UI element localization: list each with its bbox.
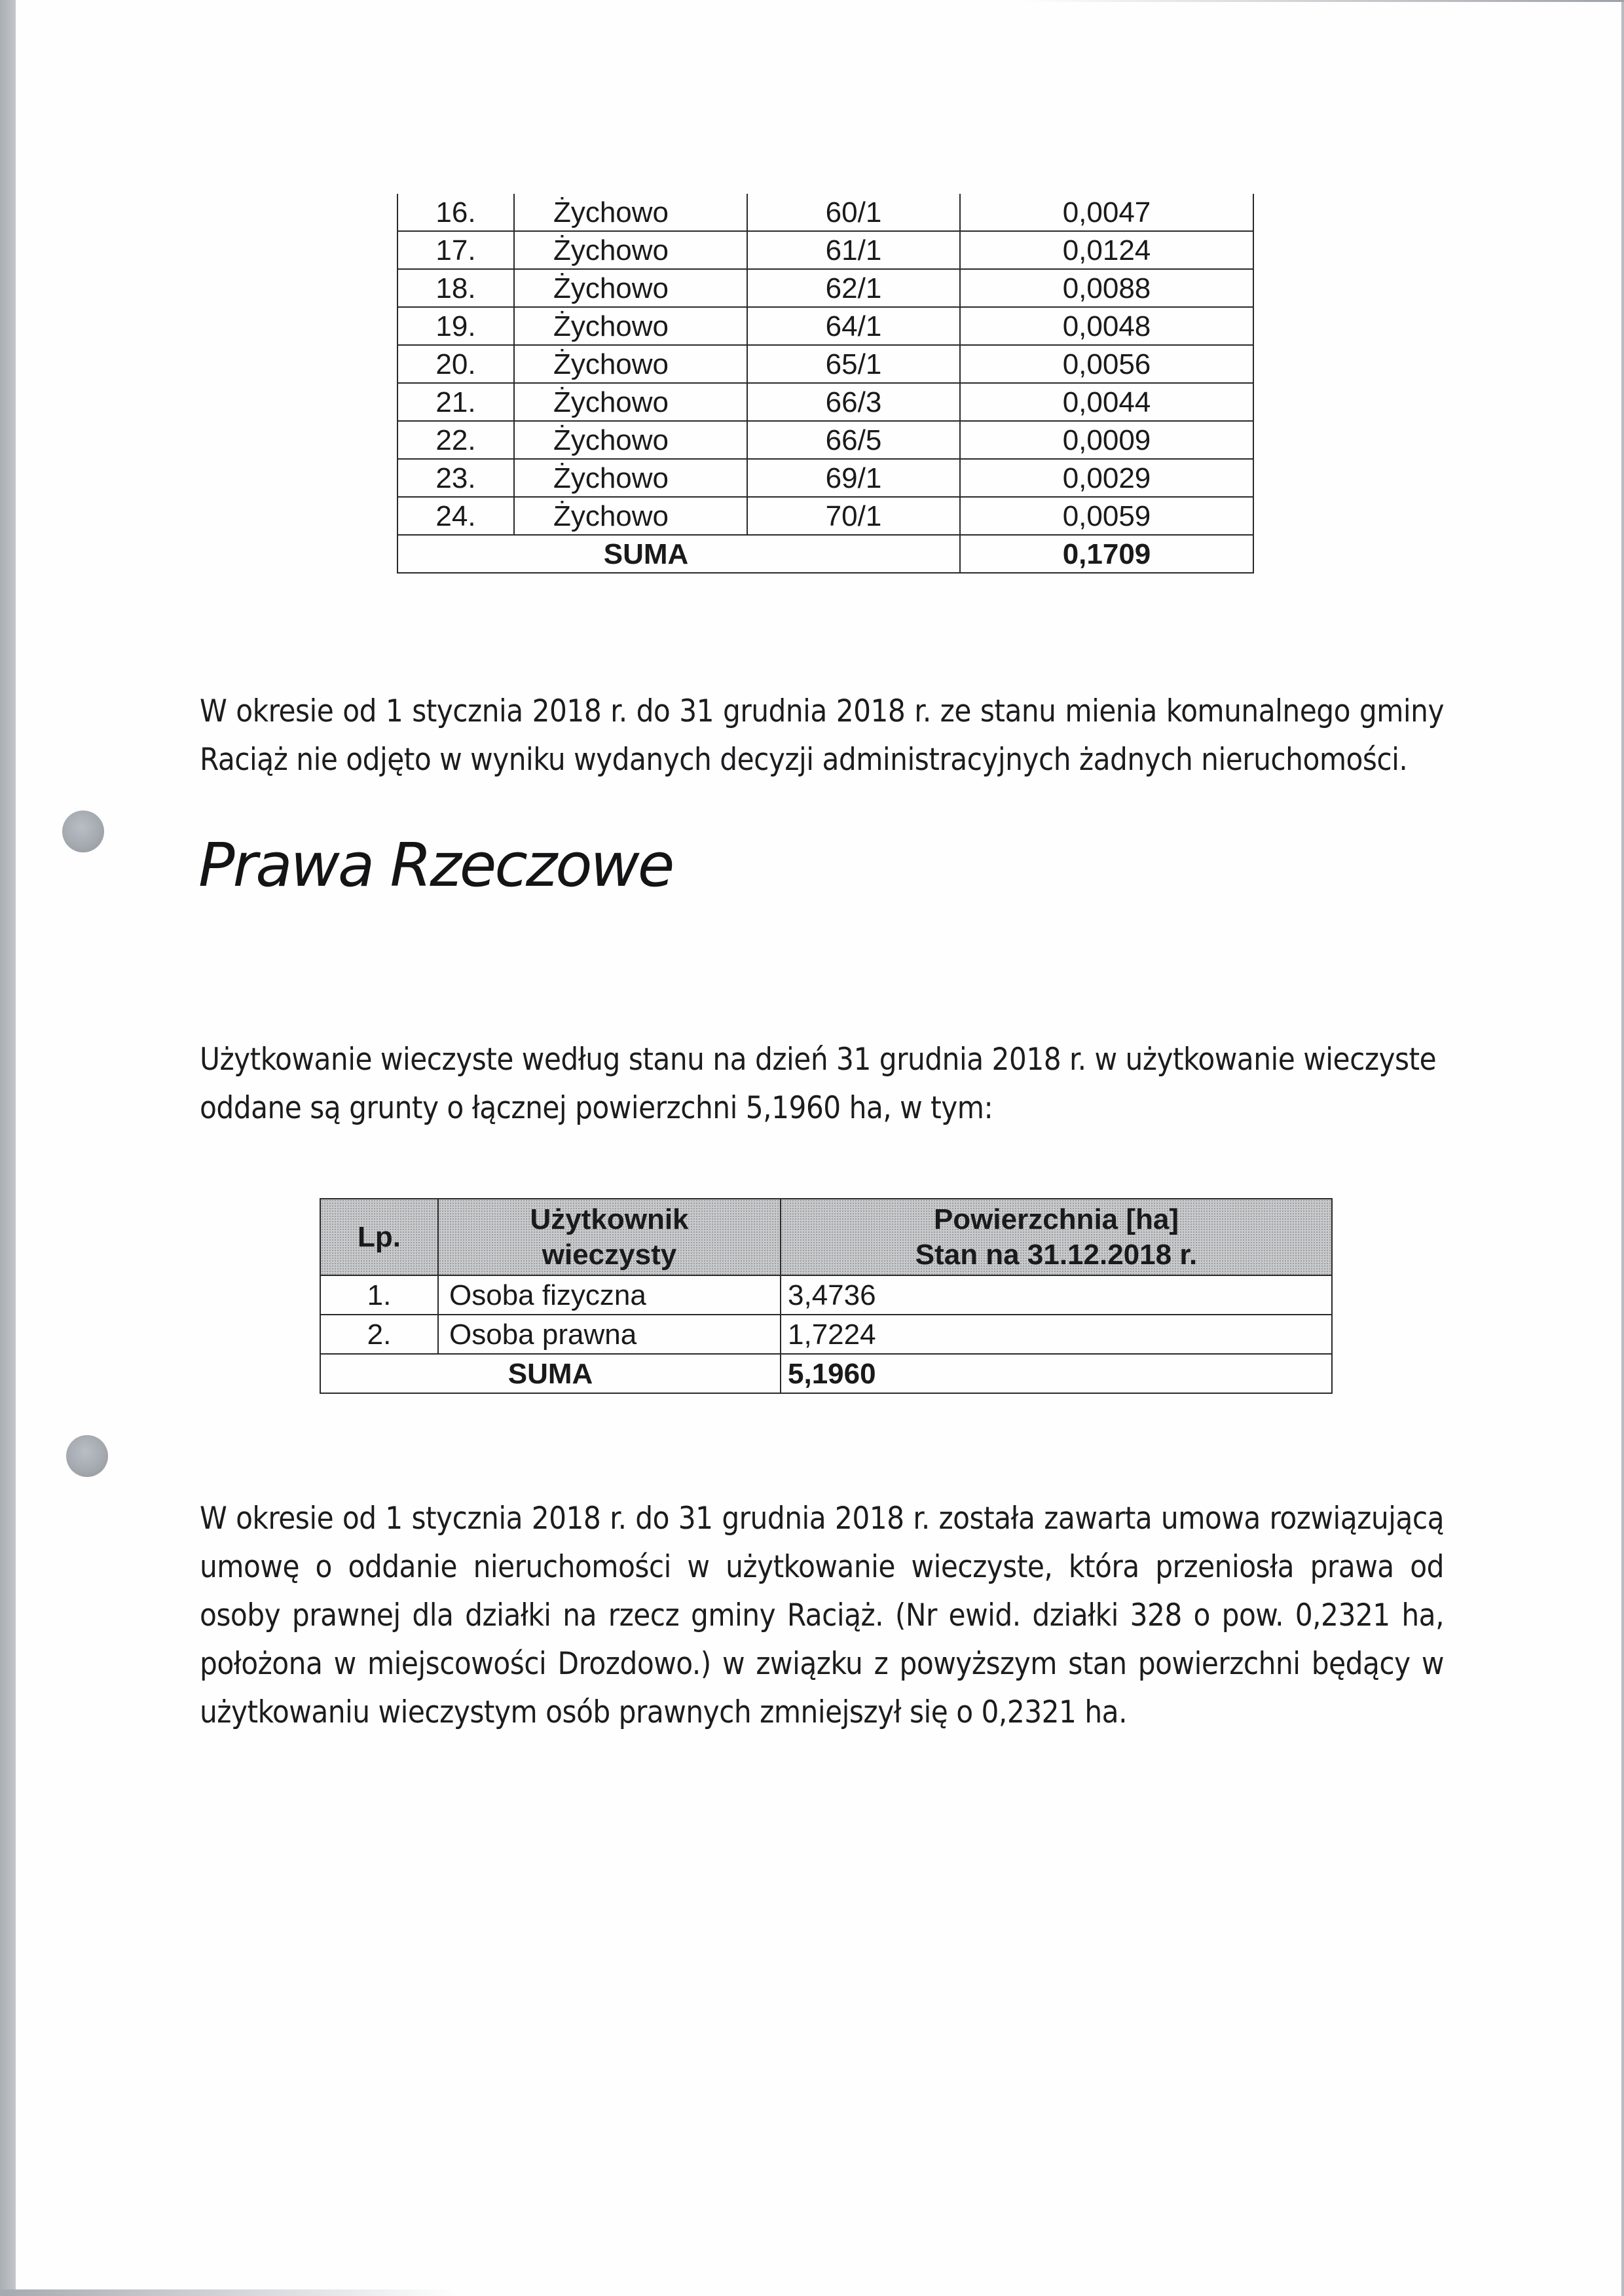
cell-locality: Żychowo <box>514 345 747 383</box>
sum-value: 0,1709 <box>960 535 1253 573</box>
usufruct-table <box>320 1198 1333 1394</box>
cell-parcel-number: 65/1 <box>747 345 960 383</box>
cell-locality: Żychowo <box>514 497 747 535</box>
cell-parcel-number: 62/1 <box>747 269 960 307</box>
cell-area: 0,0029 <box>960 459 1253 497</box>
cell-locality: Żychowo <box>514 231 747 269</box>
cell-area: 0,0044 <box>960 383 1253 421</box>
table-row <box>397 421 1253 459</box>
cell-parcel-number: 69/1 <box>747 459 960 497</box>
header-area-line1: Powierzchnia [ha] <box>933 1203 1179 1235</box>
table-row <box>397 497 1253 535</box>
header-user <box>438 1199 781 1275</box>
header-user-line2: wieczysty <box>542 1238 677 1271</box>
cell-parcel-number: 64/1 <box>747 307 960 345</box>
sum-label: SUMA <box>397 535 960 573</box>
table-row <box>397 459 1253 497</box>
punch-hole-top <box>62 811 104 852</box>
cell-parcel-number: 66/3 <box>747 383 960 421</box>
paragraph-contract-termination: W okresie od 1 stycznia 2018 r. do 31 grudnia 2018 r. została zawarta umowa rozwiązującą umowę o oddanie nieruchomości w użytkowanie wieczyste, która przeniosła prawa od osoby prawnej dla działki na rzecz gminy Raciąż. (Nr ewid. działki 328 o pow. 0,2321 ha, położona w miejscowości Drozdowo.) w związku z powyższym stan powierzchni będący w użytkowaniu wieczystym osób prawnych zmniejszył się o 0,2321 ha. <box>200 1501 1444 1730</box>
cell-locality: Żychowo <box>514 307 747 345</box>
header-area <box>781 1199 1332 1275</box>
cell-area: 0,0009 <box>960 421 1253 459</box>
table-row <box>397 383 1253 421</box>
cell-user: Osoba prawna <box>438 1315 781 1354</box>
cell-lp: 23. <box>397 459 514 497</box>
table-header-row <box>320 1199 1332 1275</box>
punch-hole-bottom <box>66 1435 108 1477</box>
table-row <box>397 194 1253 231</box>
cell-area: 3,4736 <box>781 1275 1332 1315</box>
cell-area: 0,0124 <box>960 231 1253 269</box>
cell-locality: Żychowo <box>514 269 747 307</box>
header-area-line2: Stan na 31.12.2018 r. <box>915 1238 1198 1271</box>
cell-lp: 20. <box>397 345 514 383</box>
table-row <box>397 231 1253 269</box>
cell-area: 0,0048 <box>960 307 1253 345</box>
cell-lp: 16. <box>397 194 514 231</box>
cell-lp: 24. <box>397 497 514 535</box>
cell-locality: Żychowo <box>514 194 747 231</box>
cell-area: 0,0059 <box>960 497 1253 535</box>
table-row <box>320 1275 1332 1315</box>
paragraph-usufruct-intro: Użytkowanie wieczyste według stanu na dzień 31 grudnia 2018 r. w użytkowanie wieczyste oddane są grunty o łącznej powierzchni 5,1960 ha, w tym: <box>200 1042 1437 1126</box>
section-heading: Prawa Rzeczowe <box>198 830 673 900</box>
table-row <box>397 345 1253 383</box>
table-row <box>320 1315 1332 1354</box>
cell-lp: 19. <box>397 307 514 345</box>
cell-area: 1,7224 <box>781 1315 1332 1354</box>
table-row <box>397 269 1253 307</box>
cell-area: 0,0056 <box>960 345 1253 383</box>
cell-lp: 22. <box>397 421 514 459</box>
cell-lp: 1. <box>320 1275 438 1315</box>
cell-lp: 17. <box>397 231 514 269</box>
paragraph-no-removals: W okresie od 1 stycznia 2018 r. do 31 grudnia 2018 r. ze stanu mienia komunalnego gminy Raciąż nie odjęto w wyniku wydanych decyzji administracyjnych żadnych nieruchomości. <box>200 693 1444 778</box>
parcels-table <box>397 194 1254 574</box>
cell-locality: Żychowo <box>514 421 747 459</box>
table-row <box>397 307 1253 345</box>
scan-edge-left <box>0 0 16 2296</box>
cell-parcel-number: 60/1 <box>747 194 960 231</box>
cell-lp: 18. <box>397 269 514 307</box>
cell-parcel-number: 70/1 <box>747 497 960 535</box>
cell-locality: Żychowo <box>514 383 747 421</box>
cell-locality: Żychowo <box>514 459 747 497</box>
scan-edge-top <box>1022 0 1624 2</box>
scan-edge-right <box>1621 0 1624 2296</box>
table-sum-row <box>320 1354 1332 1393</box>
header-user-line1: Użytkownik <box>530 1203 689 1235</box>
cell-parcel-number: 66/5 <box>747 421 960 459</box>
cell-lp: 2. <box>320 1315 438 1354</box>
sum-label: SUMA <box>320 1354 781 1393</box>
header-lp: Lp. <box>320 1199 438 1275</box>
cell-lp: 21. <box>397 383 514 421</box>
table-sum-row <box>397 535 1253 573</box>
cell-user: Osoba fizyczna <box>438 1275 781 1315</box>
scan-edge-bottom <box>0 2289 458 2296</box>
cell-area: 0,0047 <box>960 194 1253 231</box>
sum-value: 5,1960 <box>781 1354 1332 1393</box>
cell-parcel-number: 61/1 <box>747 231 960 269</box>
cell-area: 0,0088 <box>960 269 1253 307</box>
